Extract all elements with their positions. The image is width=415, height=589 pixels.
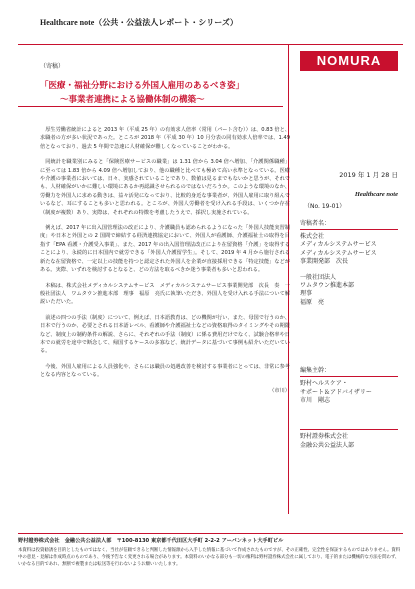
footer-disclaimer: 本資料は投資勧誘を目的としたものではなく、当社が信頼できると判断した情報源から入手した情報に基づいて作成されたものですが、その正確性、完全性を保証するものではありません。資料中の意見・見解は作成時点のものであり、今後予告なく変更される場合があります。本資料のいかなる部分も一切の権利は野村證券株式会社に属しており、電子的または機械的な方法を問わず、いかなる目的であれ、無断で複製または転送等を行わないようお願いいたします。 — [18, 548, 401, 567]
sidebar-spacer — [300, 307, 398, 365]
header-divider — [18, 44, 403, 45]
body-paragraph-1: 厚生労働省統計によると 2013 年（平成 25 年）の有効求人倍率（常用（パート含む））は、0.83 倍と、求職者の方が多い状況であった。ところが 2018 年（平成 30 年）10 月分表の同有効求人倍率では、1.49 倍となっており、過去 5 年間で急速に人材確保が難しくなっていることがわかる。 — [40, 127, 290, 150]
author-line: 一般社団法人 — [300, 273, 337, 281]
title-divider — [18, 106, 283, 107]
editor-label: 編集主幹： — [300, 367, 331, 375]
body-paragraph-6: 今後、外国人雇用による人員強化や、さらには職員の処遇改善を検討する事業者にとっては、非常に参考となる内容となっている。 — [40, 363, 290, 379]
body-paragraph-2: 同統計を職業別にみると「保険医療サービスの職業」は 1.31 倍から 3.04 倍へ増加、「介護関係職種」に至っては 1.83 倍から 4.09 倍へ増加しており、他の職種と比べても極めて高い水準となっている。医療や介護の事業者においては、日々、実感されていることであり、数値は見るまでもないかと思うが、それでも、人材確保がいかに難しい環境にあるか再認識させられるのではないだろうか。このような環境のなか、労働力を外国人に求める動きは、益々活発になっており、比較的身近な事業者が、外国人雇用に取り組んでいるなど、耳にすることも多いと思われる。ところが、外国人労働者を受け入れる手段は、いくつか存在（制度が複数）あり、実際は、それぞれの特徴を考慮したうえで、採択し実施されている。 — [40, 159, 290, 216]
author-line: 事業開発部 次長 — [300, 258, 349, 266]
signature: （市川） — [269, 387, 290, 394]
sidebar-note-number: （No. 19-01） — [304, 203, 346, 210]
document-subtitle: 〜事業者連携による協働体制の構築〜 — [60, 95, 205, 105]
author-gap — [300, 267, 398, 274]
author-label: 寄稿者名： — [300, 220, 331, 227]
body-paragraph-5: 前述の四つの手法（制度）について、例えば、日本語教育は、どの機関が行い、また、母国で行うのか、日本で行うのか、必要とされる日本語レベル、看護師や介護福祉士などの資格取得のタイミングやその期限など、制度上の制約条件の解説、さらに、それぞれの手法（制度）に係る費用だけでなく、試験合格率や日本での就労を途中で断念して、帰国するケースの多寡など、統計データに基づいて事例も紹介いただいている。 — [40, 314, 290, 355]
sidebar-note-title: Healthcare note — [354, 191, 398, 198]
publication-date: 2019 年 1 月 28 日 — [339, 171, 398, 179]
publisher-line: 野村證券株式会社 — [300, 433, 349, 441]
footer-organization: 野村證券株式会社 金融公共公益法人部 〒100-8130 東京都千代田区大手町 2-2-2 アーバンネット大手町ビル — [18, 538, 284, 544]
author-line: メディカルシステムサービス — [300, 249, 377, 257]
sidebar-spacer — [300, 405, 398, 427]
author-line: 理事 — [300, 290, 313, 298]
author-line: 福原 亮 — [300, 298, 325, 306]
body-paragraph-3: 例えば、2017 年に出入国管理法の改正により、介護職員も認められるようになった「外国人技能実習制度」や日本と外国との 2 国間で締結する経済連携協定において、外国人が看護師、介護福祉士の取得を目指す「EPA 看護・介護受入事業」、また、2017 年の出入国管理法改正により在留資格「介護」を取得することにより、永続的に日本国内で就労できる「外国人介護留学生」。そして、2019 年 4 月から施行される新たな在留資格で、一定以上の技能を持つと認定された外国人を企業が直接採用できる「特定技能」などがある。実際、いずれを検討するとなると、どの方法を取るべきか迷う事業者も多いと思われる。 — [40, 225, 290, 274]
nomura-logo: NOMURA — [300, 51, 398, 71]
publisher-divider — [300, 429, 398, 430]
series-title: Healthcare note（公共・公益法人レポート・シリーズ） — [40, 18, 238, 27]
body-text — [40, 126, 290, 395]
author-line: ワムタウン推進本部 — [300, 282, 354, 290]
sidebar — [300, 191, 398, 450]
contribution-label: （寄稿） — [40, 63, 65, 70]
editor-line: サポート＆アドバイザリー — [300, 388, 372, 396]
publisher-line: 金融公共公益法人部 — [300, 441, 355, 449]
document-title: 「医療・福祉分野における外国人雇用のあるべき姿」 — [40, 81, 245, 91]
body-paragraph-4: 本稿は、株式会社メディカルシステムサービス メディカルシステムサービス事業開発部 次長 奏 一般社団法人 ワムタウン推進本部 理事 福原 亮氏に執筆いただき、外国人を受け入れる手法について解説いただいた。 — [40, 282, 290, 306]
editor-divider — [300, 376, 398, 377]
footer-divider — [18, 533, 403, 534]
author-divider — [300, 229, 398, 230]
author-line: 株式会社 — [300, 233, 325, 240]
editor-line: 市川 剛志 — [300, 397, 331, 405]
author-line: メディカルシステムサービス — [300, 241, 377, 249]
editor-line: 野村ヘルスケア・ — [300, 380, 348, 388]
